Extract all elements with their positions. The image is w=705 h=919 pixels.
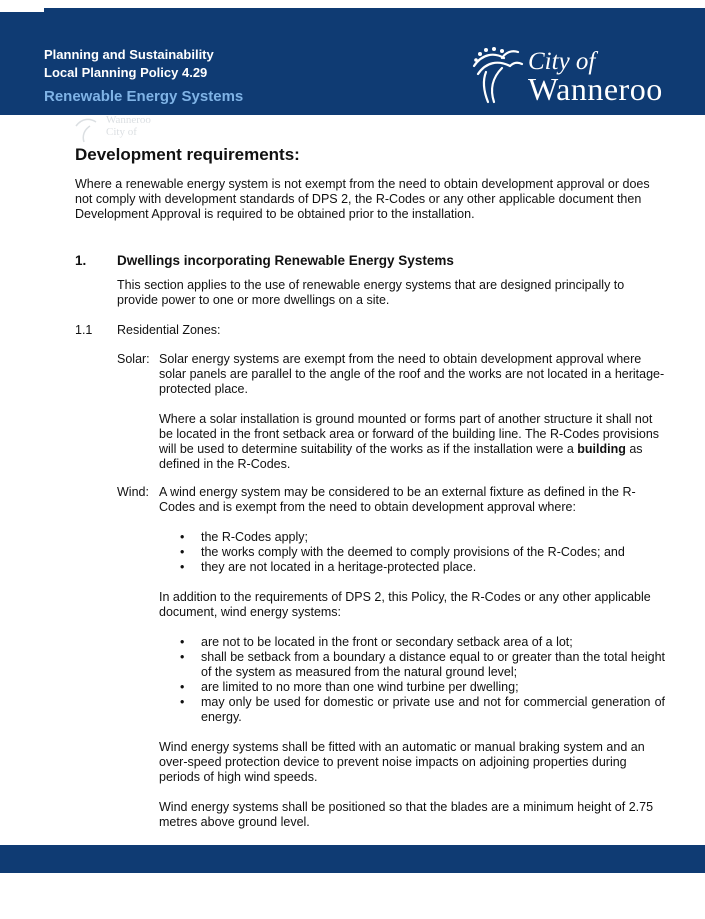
list-item: • are limited to no more than one wind turbine per dwelling; — [180, 680, 519, 694]
list-item: • the R-Codes apply; — [180, 530, 309, 544]
wind-exemption-list — [159, 530, 665, 575]
solar-paragraph-1: Solar energy systems are exempt from the need to obtain development approval where solar panels are parallel to the angle of the roof and the works are not located in a heritage-protected place. — [159, 352, 665, 396]
logo-city-of: City of — [528, 48, 596, 75]
logo-wanneroo: Wanneroo — [528, 71, 663, 107]
solar-block — [117, 352, 665, 472]
city-logo — [468, 44, 678, 110]
list-item: • are not to be located in the front or secondary setback area of a lot; — [180, 635, 573, 649]
wind-paragraph-2: In addition to the requirements of DPS 2, this Policy, the R-Codes or any other applicable document, wind energy systems: — [159, 590, 651, 619]
development-requirements-heading: Development requirements: — [75, 145, 300, 164]
section-1-body: This section applies to the use of renewable energy systems that are designed principally to provide power to one or more dwellings on a site. — [117, 278, 625, 307]
wind-requirements-list — [159, 635, 665, 725]
header-notch — [0, 8, 44, 12]
policy-number: Local Planning Policy 4.29 — [44, 65, 208, 80]
footer-band — [0, 845, 705, 873]
kangaroo-paw-icon — [468, 44, 526, 106]
subsection-title: Residential Zones: — [117, 323, 221, 337]
intro-paragraph: Where a renewable energy system is not exempt from the need to obtain development approval or does not comply with development standards of DPS 2, the R-Codes or any other applicable document then Development Approval is required to be obtained prior to the installation. — [75, 177, 650, 221]
watermark-text: Wanneroo City of — [106, 114, 151, 138]
defined-term-building: building — [577, 442, 626, 456]
wind-paragraph-1: A wind energy system may be considered to be an external fixture as defined in the R-Codes and is exempt from the need to obtain development approval where: — [159, 485, 636, 514]
wind-block — [117, 485, 665, 830]
subsection-number: 1.1 — [75, 323, 93, 337]
section-1-heading — [75, 252, 665, 269]
wind-paragraph-4: Wind energy systems shall be positioned so that the blades are a minimum height of 2.75 metres above ground level. — [159, 800, 654, 829]
section-title: Dwellings incorporating Renewable Energy Systems — [117, 253, 454, 268]
subsection-1-1 — [75, 323, 665, 338]
watermark-icon — [72, 114, 102, 144]
department-title: Planning and Sustainability — [44, 47, 214, 62]
watermark-logo — [72, 114, 182, 146]
list-item: • shall be setback from a boundary a distance equal to or greater than the total height of the system as measured from the natural ground level; — [180, 650, 665, 679]
solar-label: Solar: — [117, 352, 150, 366]
wind-paragraph-3: Wind energy systems shall be fitted with an automatic or manual braking system and an over-speed protection device to prevent noise impacts on adjoining properties during periods of high wind speeds. — [159, 740, 645, 784]
policy-title: Renewable Energy Systems — [44, 88, 244, 105]
list-item: • the works comply with the deemed to comply provisions of the R-Codes; and — [180, 545, 625, 559]
section-number: 1. — [75, 253, 87, 268]
list-item: • may only be used for domestic or private use and not for commercial generation of energy. — [180, 695, 665, 724]
list-item: • they are not located in a heritage-protected place. — [180, 560, 477, 574]
document-body — [75, 145, 665, 830]
solar-paragraph-2: Where a solar installation is ground mounted or forms part of another structure it shall not be located in the front setback area or forward of the building line. The R-Codes provisions will be used to determine suitability of the works as if the installation were a building as defined in the R-Codes. — [159, 412, 660, 471]
wind-label: Wind: — [117, 485, 149, 499]
